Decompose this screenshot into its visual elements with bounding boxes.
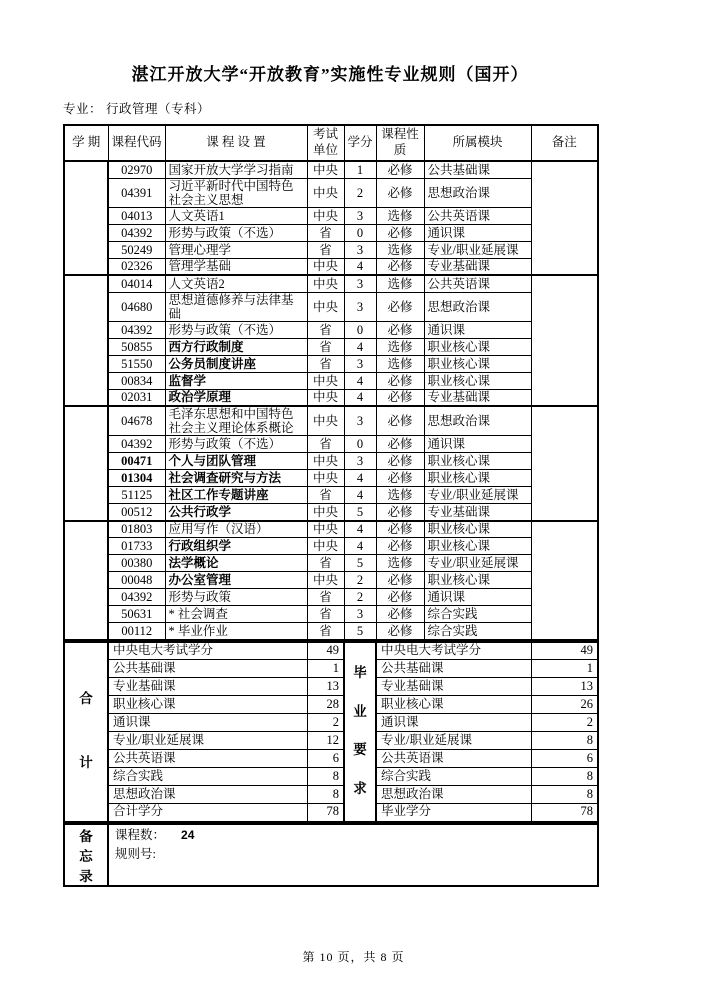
- course-group: [64, 275, 598, 406]
- course-type-cell: 必修: [376, 453, 424, 470]
- vertical-label-char: 毕: [353, 665, 367, 681]
- course-row: [64, 321, 598, 338]
- exam-unit-cell: 省: [307, 589, 344, 606]
- course-code-cell: 51550: [108, 355, 165, 372]
- course-code-cell: 01733: [108, 538, 165, 555]
- course-type-cell: 必修: [376, 572, 424, 589]
- graduation-item-label: 通识课: [376, 714, 531, 732]
- remarks-cell: [531, 161, 598, 275]
- course-name-cell: 毛泽东思想和中国特色社会主义理论体系概论: [165, 406, 307, 436]
- course-name-cell: 人文英语1: [165, 207, 307, 224]
- course-name-cell: 管理学基础: [165, 258, 307, 275]
- credits-cell: 2: [344, 572, 376, 589]
- credits-cell: 3: [344, 606, 376, 623]
- course-type-cell: 必修: [376, 178, 424, 207]
- course-row: [64, 178, 598, 207]
- course-type-cell: 必修: [376, 589, 424, 606]
- module-cell: 思想政治课: [424, 292, 531, 321]
- exam-unit-cell: 省: [307, 241, 344, 258]
- course-row: [64, 572, 598, 589]
- course-row: [64, 555, 598, 572]
- course-type-cell: 必修: [376, 606, 424, 623]
- remarks-cell: [531, 275, 598, 406]
- total-item-value: 28: [307, 696, 344, 714]
- course-type-cell: 必修: [376, 321, 424, 338]
- summary-row: [64, 768, 598, 786]
- course-row: [64, 589, 598, 606]
- course-row: [64, 470, 598, 487]
- credits-cell: 4: [344, 372, 376, 389]
- course-name-cell: 国家开放大学学习指南: [165, 161, 307, 178]
- course-code-cell: 00380: [108, 555, 165, 572]
- exam-unit-cell: 省: [307, 321, 344, 338]
- exam-unit-cell: 省: [307, 355, 344, 372]
- course-code-cell: 04680: [108, 292, 165, 321]
- graduation-item-value: 1: [531, 660, 598, 678]
- column-header-course-code: 课程代码: [108, 125, 165, 161]
- course-type-cell: 选修: [376, 487, 424, 504]
- memo-content-cell: [108, 824, 598, 886]
- graduation-item-value: 8: [531, 768, 598, 786]
- graduation-item-label: 公共英语课: [376, 750, 531, 768]
- memo-line-label: 课程数：: [115, 827, 166, 842]
- credits-cell: 3: [344, 453, 376, 470]
- course-type-cell: 选修: [376, 241, 424, 258]
- course-group: [64, 161, 598, 275]
- exam-unit-cell: 中央: [307, 207, 344, 224]
- credits-cell: 5: [344, 623, 376, 640]
- course-code-cell: 02326: [108, 258, 165, 275]
- course-code-cell: 04014: [108, 275, 165, 292]
- course-code-cell: 04392: [108, 589, 165, 606]
- total-item-value: 12: [307, 732, 344, 750]
- exam-unit-cell: 中央: [307, 504, 344, 521]
- credits-cell: 4: [344, 538, 376, 555]
- course-row: [64, 292, 598, 321]
- total-item-value: 2: [307, 714, 344, 732]
- course-row: [64, 538, 598, 555]
- course-name-cell: 公共行政学: [165, 504, 307, 521]
- course-row: [64, 487, 598, 504]
- memo-body: [109, 825, 597, 872]
- course-type-cell: 必修: [376, 258, 424, 275]
- module-cell: 通识课: [424, 436, 531, 453]
- major-label: 专业：: [63, 102, 103, 116]
- semester-cell: [64, 521, 108, 640]
- course-code-cell: 00112: [108, 623, 165, 640]
- total-item-label: 通识课: [108, 714, 307, 732]
- exam-unit-cell: 中央: [307, 178, 344, 207]
- course-group: [64, 521, 598, 640]
- module-cell: 职业核心课: [424, 572, 531, 589]
- course-row: [64, 453, 598, 470]
- course-code-cell: 04392: [108, 436, 165, 453]
- summary-row: [64, 642, 598, 660]
- course-type-cell: 必修: [376, 406, 424, 436]
- course-type-cell: 必修: [376, 623, 424, 640]
- module-cell: 职业核心课: [424, 538, 531, 555]
- vertical-label-char: 合: [79, 690, 93, 706]
- course-row: [64, 355, 598, 372]
- credits-cell: 2: [344, 178, 376, 207]
- memo-label-cell: [64, 824, 108, 886]
- course-row: [64, 207, 598, 224]
- exam-unit-cell: 中央: [307, 406, 344, 436]
- vertical-label-char: 要: [353, 742, 367, 758]
- exam-unit-cell: 省: [307, 436, 344, 453]
- course-type-cell: 必修: [376, 389, 424, 406]
- module-cell: 思想政治课: [424, 178, 531, 207]
- credits-cell: 5: [344, 555, 376, 572]
- header-row: [64, 125, 598, 161]
- memo-line: [115, 826, 591, 845]
- total-item-value: 8: [307, 768, 344, 786]
- credits-cell: 1: [344, 161, 376, 178]
- credits-cell: 0: [344, 321, 376, 338]
- course-code-cell: 02031: [108, 389, 165, 406]
- column-header-remarks: 备注: [531, 125, 598, 161]
- module-cell: 专业/职业延展课: [424, 555, 531, 572]
- summary-table: [63, 641, 599, 823]
- course-row: [64, 521, 598, 538]
- course-code-cell: 00048: [108, 572, 165, 589]
- exam-unit-cell: 省: [307, 338, 344, 355]
- exam-unit-cell: 中央: [307, 389, 344, 406]
- exam-unit-cell: 中央: [307, 538, 344, 555]
- course-code-cell: 00512: [108, 504, 165, 521]
- module-cell: 职业核心课: [424, 470, 531, 487]
- course-row: [64, 606, 598, 623]
- summary-row: [64, 786, 598, 804]
- course-group: [64, 406, 598, 521]
- column-header-course-title: 课 程 设 置: [165, 125, 307, 161]
- course-type-cell: 必修: [376, 292, 424, 321]
- course-name-cell: 监督学: [165, 372, 307, 389]
- total-vertical-label: [65, 643, 107, 821]
- total-item-value: 6: [307, 750, 344, 768]
- credits-cell: 4: [344, 389, 376, 406]
- summary-row: [64, 660, 598, 678]
- module-cell: 职业核心课: [424, 453, 531, 470]
- memo-row: [64, 824, 598, 886]
- course-type-cell: 选修: [376, 555, 424, 572]
- course-code-cell: 04392: [108, 224, 165, 241]
- credits-cell: 3: [344, 241, 376, 258]
- summary-row: [64, 750, 598, 768]
- module-cell: 综合实践: [424, 606, 531, 623]
- semester-cell: [64, 161, 108, 275]
- course-row: [64, 241, 598, 258]
- exam-unit-cell: 省: [307, 487, 344, 504]
- course-type-cell: 选修: [376, 275, 424, 292]
- module-cell: 专业基础课: [424, 504, 531, 521]
- total-item-label: 公共基础课: [108, 660, 307, 678]
- course-code-cell: 50631: [108, 606, 165, 623]
- total-item-label: 思想政治课: [108, 786, 307, 804]
- graduation-item-value: 13: [531, 678, 598, 696]
- graduation-req-vertical-label: [345, 643, 375, 821]
- page-number: 第 10 页，共 8 页: [302, 950, 405, 964]
- course-code-cell: 04391: [108, 178, 165, 207]
- module-cell: 公共基础课: [424, 161, 531, 178]
- column-header-module: 所属模块: [424, 125, 531, 161]
- total-item-label: 专业基础课: [108, 678, 307, 696]
- course-type-cell: 选修: [376, 338, 424, 355]
- credits-cell: 4: [344, 470, 376, 487]
- course-name-cell: 办公室管理: [165, 572, 307, 589]
- total-item-value: 13: [307, 678, 344, 696]
- column-header-semester: 学 期: [64, 125, 108, 161]
- course-name-cell: 西方行政制度: [165, 338, 307, 355]
- course-code-cell: 04013: [108, 207, 165, 224]
- module-cell: 专业基础课: [424, 258, 531, 275]
- credits-cell: 4: [344, 338, 376, 355]
- course-name-cell: 管理心理学: [165, 241, 307, 258]
- course-name-cell: 社会调查研究与方法: [165, 470, 307, 487]
- document-content: [63, 60, 597, 887]
- course-code-cell: 01803: [108, 521, 165, 538]
- course-type-cell: 选修: [376, 207, 424, 224]
- graduation-item-label: 专业基础课: [376, 678, 531, 696]
- exam-unit-cell: 中央: [307, 275, 344, 292]
- graduation-item-label: 职业核心课: [376, 696, 531, 714]
- graduation-item-value: 6: [531, 750, 598, 768]
- course-type-cell: 必修: [376, 372, 424, 389]
- graduation-item-value: 2: [531, 714, 598, 732]
- module-cell: 专业/职业延展课: [424, 241, 531, 258]
- course-row: [64, 436, 598, 453]
- exam-unit-cell: 省: [307, 606, 344, 623]
- total-item-value: 78: [307, 804, 344, 822]
- exam-unit-cell: 省: [307, 555, 344, 572]
- course-name-cell: 应用写作（汉语）: [165, 521, 307, 538]
- summary-row: [64, 714, 598, 732]
- course-name-cell: 公务员制度讲座: [165, 355, 307, 372]
- credits-cell: 3: [344, 355, 376, 372]
- semester-cell: [64, 406, 108, 521]
- total-item-value: 1: [307, 660, 344, 678]
- course-row: [64, 504, 598, 521]
- graduation-item-label: 综合实践: [376, 768, 531, 786]
- graduation-item-label: 中央电大考试学分: [376, 642, 531, 660]
- course-code-cell: 00471: [108, 453, 165, 470]
- exam-unit-cell: 中央: [307, 470, 344, 487]
- total-item-label: 合计学分: [108, 804, 307, 822]
- summary-row: [64, 696, 598, 714]
- graduation-item-value: 8: [531, 786, 598, 804]
- course-row: [64, 406, 598, 436]
- exam-unit-cell: 中央: [307, 521, 344, 538]
- credits-cell: 5: [344, 504, 376, 521]
- vertical-label-char: 计: [79, 755, 93, 771]
- course-name-cell: 法学概论: [165, 555, 307, 572]
- exam-unit-cell: 中央: [307, 161, 344, 178]
- module-cell: 思想政治课: [424, 406, 531, 436]
- course-name-cell: 形势与政策（不选）: [165, 321, 307, 338]
- total-item-label: 中央电大考试学分: [108, 642, 307, 660]
- total-label-cell: [64, 642, 108, 822]
- graduation-item-value: 78: [531, 804, 598, 822]
- major-line: [63, 99, 597, 117]
- vertical-label-char: 备: [79, 828, 93, 844]
- course-row: [64, 623, 598, 640]
- vertical-label-char: 录: [79, 868, 93, 884]
- module-cell: 职业核心课: [424, 372, 531, 389]
- graduation-item-label: 公共基础课: [376, 660, 531, 678]
- vertical-label-char: 求: [353, 780, 367, 796]
- course-name-cell: 社区工作专题讲座: [165, 487, 307, 504]
- course-code-cell: 00834: [108, 372, 165, 389]
- course-type-cell: 必修: [376, 224, 424, 241]
- course-row: [64, 372, 598, 389]
- course-code-cell: 51125: [108, 487, 165, 504]
- exam-unit-cell: 省: [307, 623, 344, 640]
- course-type-cell: 必修: [376, 504, 424, 521]
- graduation-item-value: 49: [531, 642, 598, 660]
- credits-cell: 2: [344, 589, 376, 606]
- module-cell: 职业核心课: [424, 355, 531, 372]
- vertical-label-char: 业: [353, 703, 367, 719]
- total-item-value: 8: [307, 786, 344, 804]
- graduation-req-label-cell: [344, 642, 376, 822]
- column-header-course-type: 课程性质: [376, 125, 424, 161]
- course-code-cell: 50249: [108, 241, 165, 258]
- exam-unit-cell: 中央: [307, 372, 344, 389]
- memo-line: [115, 845, 591, 864]
- credits-cell: 3: [344, 275, 376, 292]
- course-name-cell: 行政组织学: [165, 538, 307, 555]
- summary-row: [64, 732, 598, 750]
- graduation-item-label: 专业/职业延展课: [376, 732, 531, 750]
- course-row: [64, 389, 598, 406]
- major-value: 行政管理（专科）: [106, 102, 211, 116]
- credits-cell: 4: [344, 258, 376, 275]
- module-cell: 职业核心课: [424, 338, 531, 355]
- graduation-item-value: 8: [531, 732, 598, 750]
- course-code-cell: 04392: [108, 321, 165, 338]
- remarks-cell: [531, 406, 598, 521]
- exam-unit-cell: 中央: [307, 572, 344, 589]
- column-header-exam-unit: 考试单位: [307, 125, 344, 161]
- total-item-label: 职业核心课: [108, 696, 307, 714]
- course-name-cell: * 社会调查: [165, 606, 307, 623]
- exam-unit-cell: 中央: [307, 453, 344, 470]
- credits-cell: 3: [344, 207, 376, 224]
- module-cell: 公共英语课: [424, 275, 531, 292]
- memo-vertical-label: [65, 825, 107, 885]
- course-name-cell: 人文英语2: [165, 275, 307, 292]
- course-type-cell: 必修: [376, 436, 424, 453]
- curriculum-table: [63, 124, 599, 641]
- vertical-label-char: 忘: [79, 848, 93, 864]
- memo-line-value: 24: [181, 827, 195, 842]
- summary-row: [64, 804, 598, 822]
- course-row: [64, 338, 598, 355]
- course-name-cell: 政治学原理: [165, 389, 307, 406]
- exam-unit-cell: 省: [307, 224, 344, 241]
- total-item-label: 专业/职业延展课: [108, 732, 307, 750]
- course-name-cell: 习近平新时代中国特色社会主义思想: [165, 178, 307, 207]
- course-row: [64, 224, 598, 241]
- module-cell: 通识课: [424, 589, 531, 606]
- credits-cell: 0: [344, 224, 376, 241]
- course-type-cell: 必修: [376, 538, 424, 555]
- credits-cell: 4: [344, 487, 376, 504]
- module-cell: 专业/职业延展课: [424, 487, 531, 504]
- graduation-item-label: 毕业学分: [376, 804, 531, 822]
- course-type-cell: 选修: [376, 355, 424, 372]
- memo-line-label: 规则号:: [115, 846, 156, 861]
- module-cell: 职业核心课: [424, 521, 531, 538]
- credits-cell: 4: [344, 521, 376, 538]
- credits-cell: 3: [344, 406, 376, 436]
- module-cell: 通识课: [424, 224, 531, 241]
- summary-row: [64, 678, 598, 696]
- course-code-cell: 04678: [108, 406, 165, 436]
- graduation-item-value: 26: [531, 696, 598, 714]
- course-code-cell: 01304: [108, 470, 165, 487]
- graduation-item-label: 思想政治课: [376, 786, 531, 804]
- credits-cell: 3: [344, 292, 376, 321]
- course-code-cell: 02970: [108, 161, 165, 178]
- course-code-cell: 50855: [108, 338, 165, 355]
- course-row: [64, 258, 598, 275]
- credits-cell: 0: [344, 436, 376, 453]
- course-name-cell: 个人与团队管理: [165, 453, 307, 470]
- total-item-label: 综合实践: [108, 768, 307, 786]
- module-cell: 通识课: [424, 321, 531, 338]
- course-name-cell: 思想道德修养与法律基础: [165, 292, 307, 321]
- module-cell: 专业基础课: [424, 389, 531, 406]
- total-item-value: 49: [307, 642, 344, 660]
- course-name-cell: 形势与政策: [165, 589, 307, 606]
- exam-unit-cell: 中央: [307, 292, 344, 321]
- course-row: [64, 161, 598, 178]
- course-type-cell: 必修: [376, 470, 424, 487]
- column-header-credits: 学分: [344, 125, 376, 161]
- module-cell: 综合实践: [424, 623, 531, 640]
- total-item-label: 公共英语课: [108, 750, 307, 768]
- course-name-cell: 形势与政策（不选）: [165, 436, 307, 453]
- memo-table: [63, 823, 599, 887]
- course-row: [64, 275, 598, 292]
- course-name-cell: * 毕业作业: [165, 623, 307, 640]
- remarks-cell: [531, 521, 598, 640]
- course-name-cell: 形势与政策（不选）: [165, 224, 307, 241]
- course-type-cell: 必修: [376, 521, 424, 538]
- exam-unit-cell: 中央: [307, 258, 344, 275]
- module-cell: 公共英语课: [424, 207, 531, 224]
- semester-cell: [64, 275, 108, 406]
- page-title: 湛江开放大学“开放教育”实施性专业规则（国开）: [131, 65, 529, 84]
- course-type-cell: 必修: [376, 161, 424, 178]
- curriculum-table-header: [64, 125, 598, 161]
